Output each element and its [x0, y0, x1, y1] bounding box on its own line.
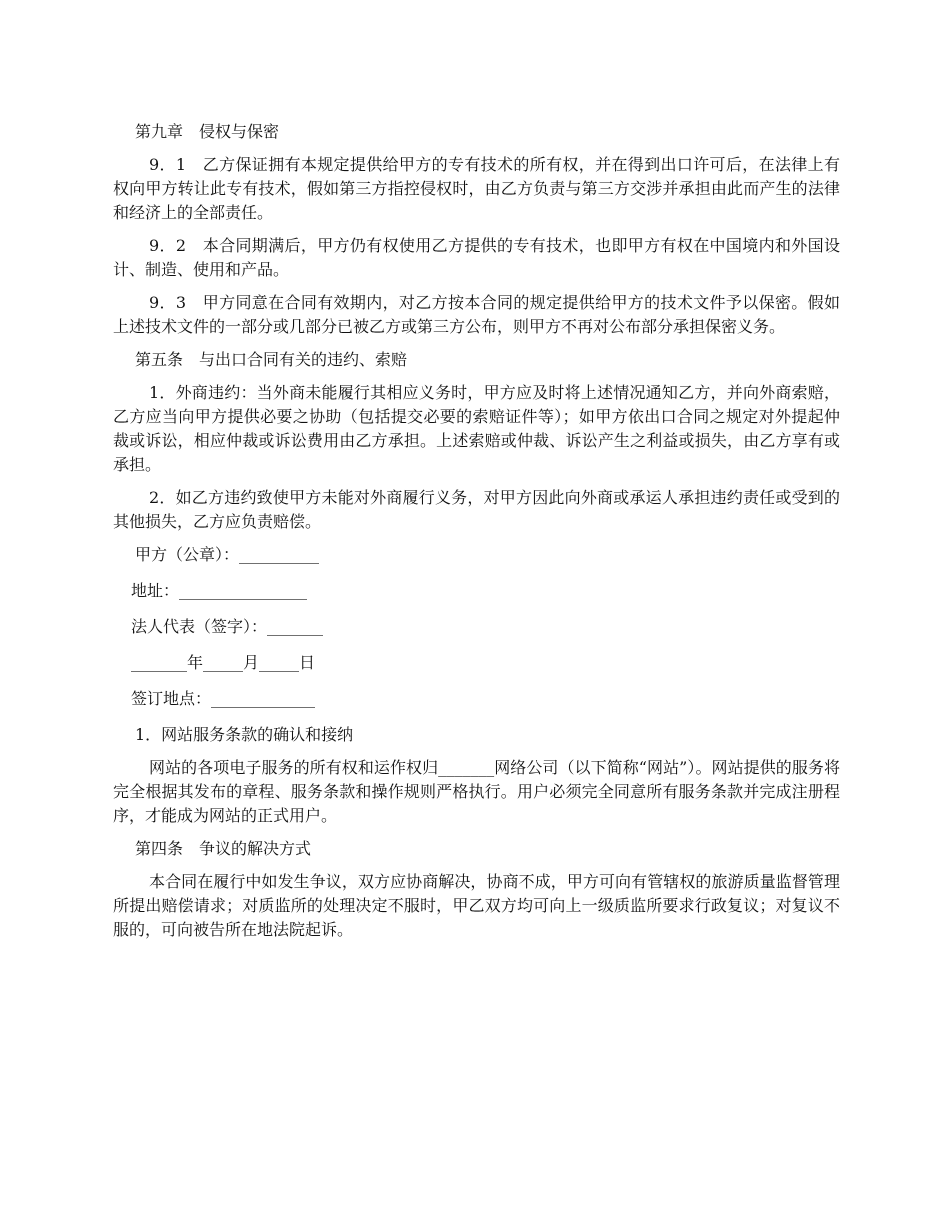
article-5-clause-1: 1．外商违约：当外商未能履行其相应义务时，甲方应及时将上述情况通知乙方，并向外商索赔，乙方应当向甲方提供必要之协助（包括提交必要的索赔证件等）；如甲方依出口合同之规定对外提起仲裁或诉讼，相应仲裁或诉讼费用由乙方承担。上述索赔或仲裁、诉讼产生之利益或损失，由乙方享有或承担。: [113, 383, 840, 474]
clause-9-2: 9．2 本合同期满后，甲方仍有权使用乙方提供的专有技术，也即甲方有权在中国境内和外国设计、制造、使用和产品。: [113, 236, 840, 279]
signing-place-line: 签订地点：_____________: [131, 689, 316, 708]
website-terms-title: 1．网站服务条款的确认和接纳: [135, 725, 354, 744]
article-4-title: 第四条 争议的解决方式: [135, 839, 312, 858]
clause-9-3: 9．3 甲方同意在合同有效期内，对乙方按本合同的规定提供给甲方的技术文件予以保密。假如上述技术文件的一部分或几部分已被乙方或第三方公布，则甲方不再对公布部分承担保密义务。: [113, 293, 840, 336]
address-line: 地址：________________: [131, 581, 308, 600]
date-line: _______年_____月_____日: [131, 653, 316, 672]
document-page: [113, 120, 840, 951]
website-terms-paragraph: 网站的各项电子服务的所有权和运作权归_______网络公司（以下简称“网站”）。网站提供的服务将完全根据其发布的章程、服务条款和操作规则严格执行。用户必须完全同意所有服务条款并完成注册程序，才能成为网站的正式用户。: [113, 758, 840, 825]
article-4-paragraph: 本合同在履行中如发生争议，双方应协商解决，协商不成，甲方可向有管辖权的旅游质量监督管理所提出赔偿请求；对质监所的处理决定不服时，甲乙双方均可向上一级质监所要求行政复议；对复议不服的，可向被告所在地法院起诉。: [113, 872, 840, 939]
article-5-title: 第五条 与出口合同有关的违约、索赔: [135, 350, 408, 369]
party-a-seal-line: 甲方（公章）：__________: [135, 545, 320, 564]
legal-representative-line: 法人代表（签字）：_______: [131, 617, 324, 636]
chapter-9-title: 第九章 侵权与保密: [135, 122, 280, 141]
clause-9-1: 9．1 乙方保证拥有本规定提供给甲方的专有技术的所有权，并在得到出口许可后，在法律上有权向甲方转让此专有技术，假如第三方指控侵权时，由乙方负责与第三方交涉并承担由此而产生的法律和经济上的全部责任。: [113, 155, 840, 222]
article-5-clause-2: 2．如乙方违约致使甲方未能对外商履行义务，对甲方因此向外商或承运人承担违约责任或受到的其他损失，乙方应负责赔偿。: [113, 488, 840, 531]
